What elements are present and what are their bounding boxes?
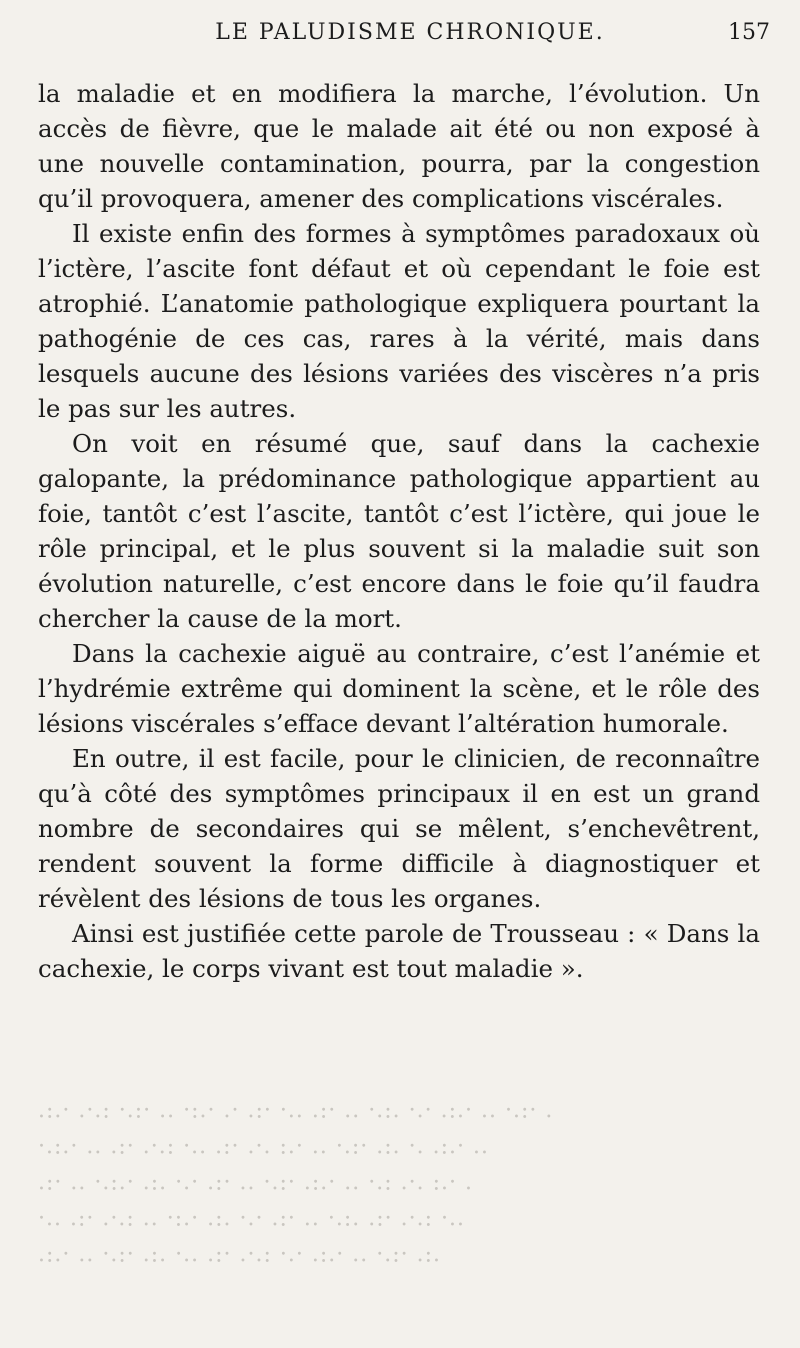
body-text	[38, 76, 760, 986]
show-through-texture: ·:. ·· .·:·. ·:· .·. ·:. ·· .·:. ·:·. ·· .·: ·.· :·. ·	[38, 1174, 473, 1199]
paragraph-2: Il existe enfin des formes à symptômes paradoxaux où l’ictère, l’ascite font défaut et où cependant le foie est atrophié. L’anatomie pathologique expliquera pourtant la pathogénie de ces cas, rares à la vérité, mais dans lesquels aucune des lésions variées des viscères n’a pris le pas sur les autres.	[38, 219, 760, 423]
paragraph-6: Ainsi est justifiée cette parole de Trousseau : « Dans la cachexie, le corps vivant est tout maladie ».	[38, 919, 760, 983]
show-through-texture: .·· ·:. ·.·: ·· .:·. ·:· .·. ·:. ·· .·:· ·:. ·.·: .··	[38, 1210, 465, 1235]
paragraph-1: la maladie et en modifiera la marche, l’évolution. Un accès de fièvre, que le malade ait été ou non exposé à une nouvelle contamination, pourra, par la congestion qu’il provoquera, amener des complications viscérales.	[38, 79, 760, 213]
paragraph-4: Dans la cachexie aiguë au contraire, c’est l’anémie et l’hydrémie extrême qui dominent la scène, et le rôle des lésions viscérales s’efface devant l’altération humorale.	[38, 639, 760, 738]
paragraph-5: En outre, il est facile, pour le clinicien, de reconnaître qu’à côté des symptômes principaux il en est un grand nombre de secondaires qui se mêlent, s’enchevêtrent, rendent souvent la forme difficile à diagnostiquer et révèlent des lésions de tous les organes.	[38, 744, 760, 913]
running-title: LE PALUDISME CHRONIQUE.	[215, 20, 605, 45]
paragraph-3: On voit en résumé que, sauf dans la cachexie galopante, la prédominance pathologique appartient au foie, tantôt c’est l’ascite, tantôt c’est l’ictère, qui joue le rôle principal, et le plus souvent si la maladie suit son évolution naturelle, c’est encore dans le foie qu’il faudra chercher la cause de la mort.	[38, 429, 760, 633]
page-number: 157	[728, 20, 770, 45]
show-through-texture: .·:·. ·· ·:. ·.·: .·· ·:. ·.· :·. ·· .·:. ·:· .· ·:·. ··	[38, 1138, 489, 1163]
show-through-texture: ·:·. ·· .·:. ·:· .·· ·:. ·.·: .·. ·:·. ·· .·:. ·:·	[38, 1246, 442, 1271]
show-through-texture: ·:·. ·.·: .·:. ·· .:·. ·. ·:. .·· ·:. ·· .·:· .·. ·:·. ·· .·:. ·	[38, 1102, 554, 1127]
running-header	[60, 14, 770, 54]
